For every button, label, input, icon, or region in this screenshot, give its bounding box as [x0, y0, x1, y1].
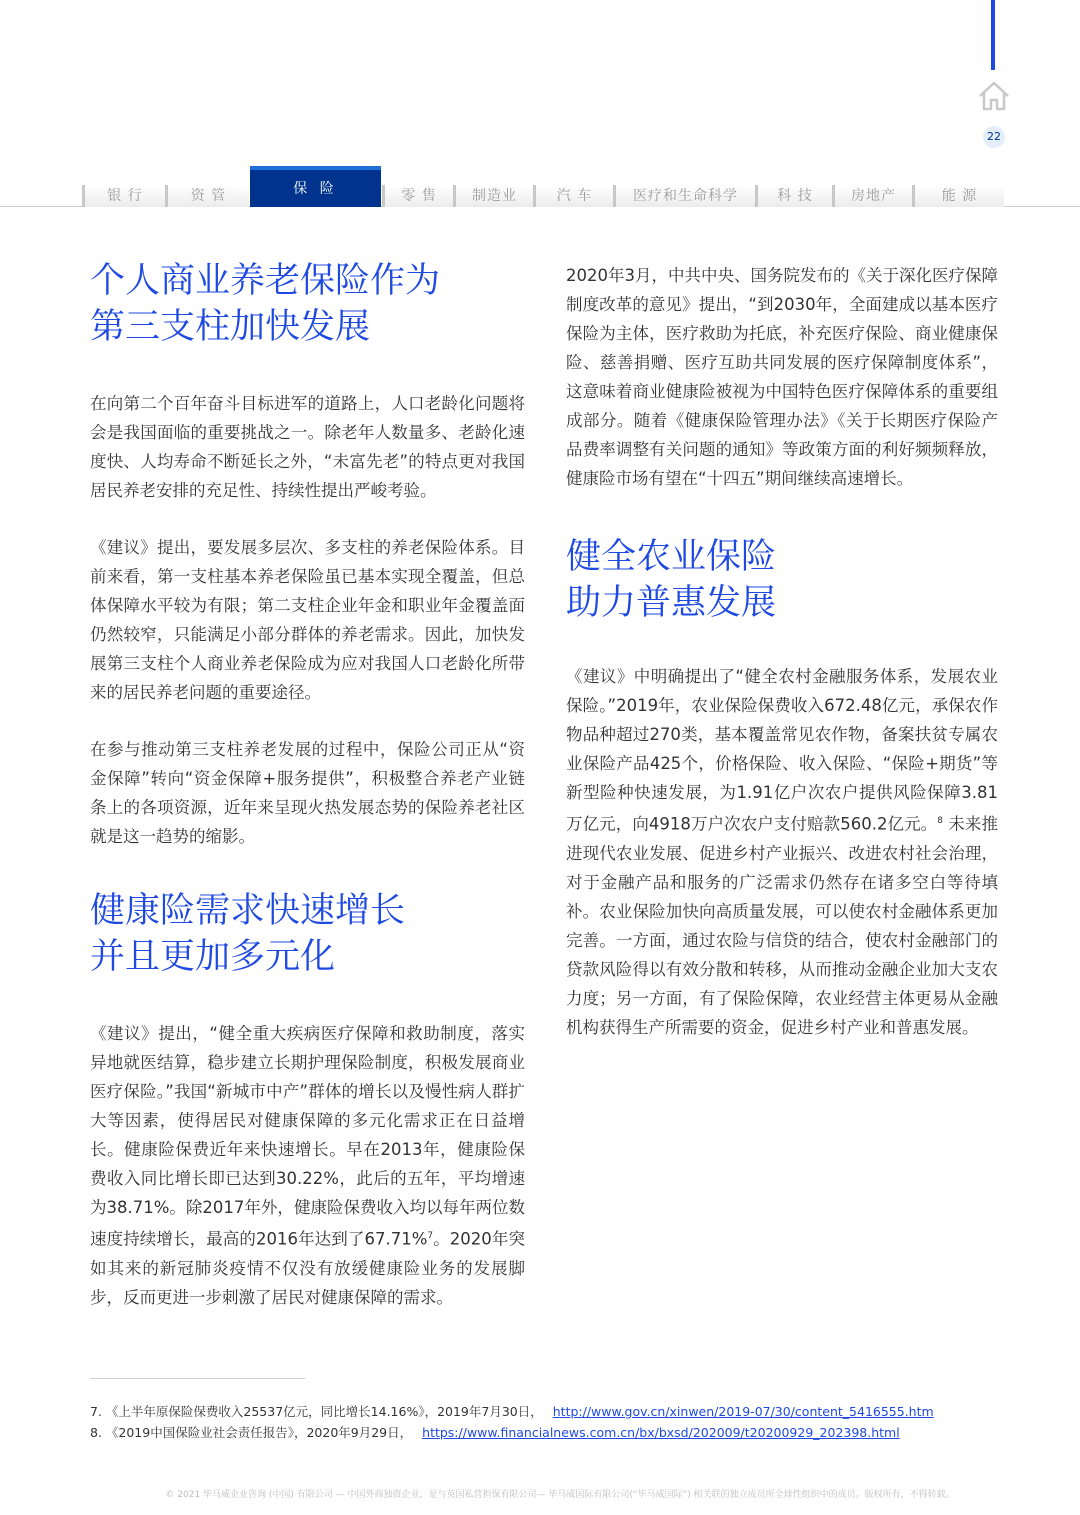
- paragraph-agri-text-cont: 未来推进现代农业发展、促进乡村产业振兴、改进农村社会治理，对于金融产品和服务的广泛需求仍然存在诸多空白等待填补。农业保险加快向高质量发展，可以使农村金融体系更加完善。一方面，通过农险与信贷的结合，使农村金融部门的贷款风险得以有效分散和转移，从而推动金融企业加大支农力度；另一方面，有了保险保障，农业经营主体更易从金融机构获得生产所需要的资金，促进乡村产业和普惠发展。: [566, 814, 998, 1037]
- right-column: [566, 261, 998, 1042]
- nav-tab-real-estate[interactable]: 房地产: [832, 185, 912, 207]
- heading-agriculture: [566, 534, 998, 626]
- nav-tab-healthcare[interactable]: 医疗和生命科学: [613, 185, 755, 207]
- paragraph-medical-reform: 2020年3月，中共中央、国务院发布的《关于深化医疗保障制度改革的意见》提出，“到2030年，全面建成以基本医疗保险为主体，医疗救助为托底，补充医疗保险、商业健康保险、慈善捐赠、医疗互助共同发展的医疗保障制度体系”，这意味着商业健康险被视为中国特色医疗保障体系的重要组成部分。随着《健康保险管理办法》《关于长期医疗保险产品费率调整有关问题的通知》等政策方面的利好频频释放，健康险市场有望在“十四五”期间继续高速增长。: [566, 266, 998, 488]
- top-accent-bar: [991, 0, 995, 70]
- footnote-ref-7[interactable]: 7: [427, 1231, 434, 1241]
- copyright-notice: © 2021 毕马威企业咨询 (中国) 有限公司 — 中国外商独资企业，是与英国私营担保有限公司— 毕马威国际有限公司(“毕马威国际”) 相关联的独立成员所全球性组织中的成员。版权所有，不得转载。: [165, 1490, 955, 1500]
- left-column: [90, 258, 525, 1312]
- footnote-divider: [90, 1378, 305, 1379]
- nav-tab-energy[interactable]: 能 源: [912, 185, 1004, 207]
- nav-tab-banking[interactable]: 银 行: [82, 185, 165, 207]
- home-icon[interactable]: [976, 78, 1012, 114]
- heading-health-line2: 并且更加多元化: [90, 937, 336, 977]
- paragraph-health-text: 《建议》提出，“健全重大疾病医疗保障和救助制度，落实异地就医结算，稳步建立长期护理保险制度，积极发展商业医疗保险。”我国“新城市中产”群体的增长以及慢性病人群扩大等因素，使得居民对健康保障的多元化需求正在日益增长。健康险保费近年来快速增长。早在2013年，健康险保费收入同比增长即已达到30.22%，此后的五年，平均增速为38.71%。除2017年外，健康险保费收入均以每年两位数速度持续增长，最高的2016年达到了67.71%: [90, 1024, 525, 1249]
- heading-pension-line1: 个人商业养老保险作为: [90, 261, 441, 301]
- paragraph-health-text-cont: 。2020年突如其来的新冠肺炎疫情不仅没有放缓健康险业务的发展脚步，反而更进一步刺激了居民对健康保障的需求。: [90, 1229, 525, 1307]
- nav-tab-retail[interactable]: 零 售: [382, 185, 453, 207]
- nav-tab-automotive[interactable]: 汽 车: [533, 185, 613, 207]
- footnote-7-text: 7. 《上半年原保险保费收入25537亿元，同比增长14.16%》，2019年7月30日，: [90, 1404, 543, 1419]
- footnote-8-link[interactable]: https://www.financialnews.com.cn/bx/bxsd/202009/t20200929_202398.html: [422, 1425, 900, 1440]
- nav-tab-asset-management[interactable]: 资 管: [165, 185, 249, 207]
- paragraph-aging: 在向第二个百年奋斗目标进军的道路上，人口老龄化问题将会是我国面临的重要挑战之一。除老年人数量多、老龄化速度快、人均寿命不断延长之外，“未富先老”的特点更对我国居民养老安排的充足性、持续性提出严峻考验。: [90, 394, 525, 500]
- page-number: 22: [983, 126, 1005, 148]
- nav-tab-technology[interactable]: 科 技: [755, 185, 832, 207]
- nav-tab-manufacturing[interactable]: 制造业: [453, 185, 533, 207]
- paragraph-agri-insurance: [566, 662, 998, 1042]
- footnotes: [90, 1401, 1050, 1443]
- paragraph-pension-system: 《建议》提出，要发展多层次、多支柱的养老保险体系。目前来看，第一支柱基本养老保险虽已基本实现全覆盖，但总体保障水平较为有限；第二支柱企业年金和职业年金覆盖面仍然较窄，只能满足小部分群体的养老需求。因此，加快发展第三支柱个人商业养老保险成为应对我国人口老龄化所带来的居民养老问题的重要途径。: [90, 538, 525, 702]
- heading-health: [90, 888, 525, 980]
- paragraph-health-growth: [90, 1019, 525, 1312]
- paragraph-agri-text: 《建议》中明确提出了“健全农村金融服务体系，发展农业保险。”2019年，农业保险保费收入672.48亿元，承保农作物品种超过270类，基本覆盖常见农作物，备案扶贫专属农业保险产品425个，价格保险、收入保险、“保险+期货”等新型险种快速发展，为1.91亿户次农户提供风险保障3.81万亿元，向4918万户次农户支付赔款560.2亿元。: [566, 667, 998, 834]
- heading-pension: [90, 258, 525, 350]
- footnote-8-text: 8. 《2019中国保险业社会责任报告》，2020年9月29日，: [90, 1425, 413, 1440]
- footnote-ref-8[interactable]: 8: [937, 816, 943, 826]
- nav-tab-insurance[interactable]: 保 险: [250, 166, 381, 207]
- heading-agriculture-line1: 健全农业保险: [566, 537, 777, 577]
- footnote-7-link[interactable]: http://www.gov.cn/xinwen/2019-07/30/content_5416555.htm: [552, 1404, 934, 1419]
- heading-pension-line2: 第三支柱加快发展: [90, 307, 371, 347]
- heading-agriculture-line2: 助力普惠发展: [566, 583, 777, 623]
- paragraph-insurers-role: 在参与推动第三支柱养老发展的过程中，保险公司正从“资金保障”转向“资金保障+服务提供”，积极整合养老产业链条上的各项资源，近年来呈现火热发展态势的保险养老社区就是这一趋势的缩影。: [90, 740, 525, 846]
- footnote-8: [90, 1422, 1050, 1443]
- footnote-7: [90, 1401, 1050, 1422]
- heading-health-line1: 健康险需求快速增长: [90, 891, 406, 931]
